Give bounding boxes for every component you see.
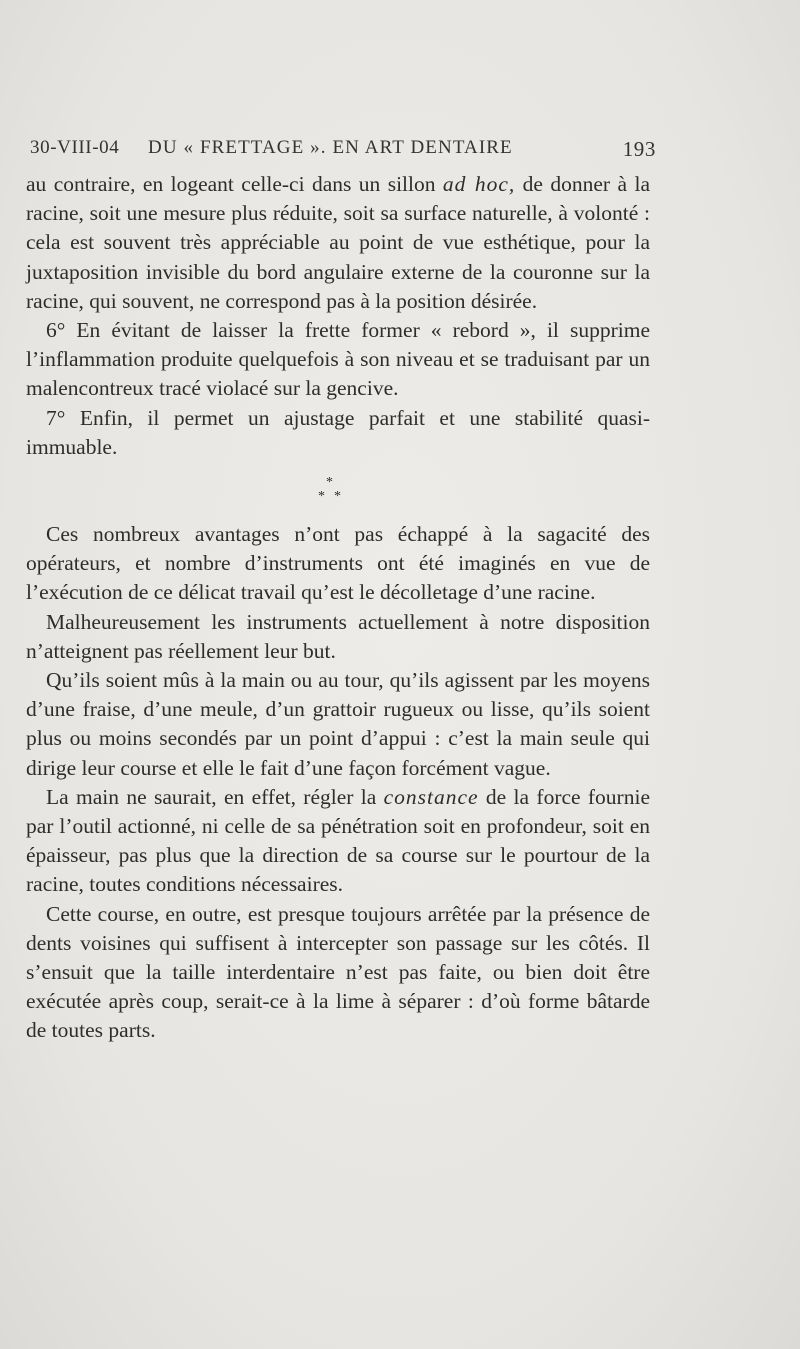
- asterism-star-right: *: [334, 489, 341, 505]
- paragraph-item-7: 7° Enfin, il permet un ajustage parfait et une stabilité quasi-immuable.: [26, 405, 650, 459]
- paragraph-item-6: 6° En évitant de laisser la frette former « rebord », il supprime l’inflammation produite quelquefois à son niveau et se traduisant par un malencontreux tracé violacé sur la gencive.: [26, 318, 650, 401]
- paragraph-1-text-a: au contraire, en logeant celle-ci dans un sillon: [26, 172, 443, 196]
- header-date: 30-VIII-04: [30, 137, 120, 158]
- paragraph-malheureusement: Malheureusement les instruments actuellement à notre disposition n’atteignent pas réellement leur but.: [26, 609, 650, 663]
- paragraph-avantages: Ces nombreux avantages n’ont pas échappé à la sagacité des opérateurs, et nombre d’instruments ont été imaginés en vue de l’exécution de ce délicat travail qu’est le décolletage d’une racine.: [26, 522, 650, 605]
- paragraph-1-italic: ad hoc,: [442, 172, 516, 196]
- paragraph-7-text-b: de la force fournie par l’outil actionné, ni celle de sa pénétration soit en profondeur, soit en épaisseur, pas plus que la direction de sa course sur le pourtour de la racine, toutes conditions nécessaires.: [26, 784, 650, 897]
- section-break-asterism: [26, 462, 650, 520]
- paragraph-1-text-b: de donner à la racine, soit une mesure plus réduite, soit sa surface naturelle, à volonté : cela est souvent très appréciable au point de vue esthétique, pour la juxtaposition invisible du bord angulaire externe de la couronne sur la racine, qui souvent, ne correspond pas à la position désirée.: [26, 172, 650, 313]
- paragraph-7-italic: constance: [383, 784, 479, 809]
- page-number: 193: [622, 137, 656, 161]
- body-text: [26, 170, 650, 1046]
- paragraph-7-text-a: La main ne saurait, en effet, régler la: [46, 784, 384, 809]
- paragraph-instruments: Qu’ils soient mûs à la main ou au tour, qu’ils agissent par les moyens d’une fraise, d’une meule, d’un grattoir rugueux ou lisse, qu’ils soient plus ou moins secondés par un point d’appui : c’est la main seule qui dirige leur course et elle le fait d’une façon forcément vague.: [26, 668, 650, 780]
- paragraph-course: Cette course, en outre, est presque toujours arrêtée par la présence de dents voisines qui suffisent à intercepter son passage sur les côtés. Il s’ensuit que la taille interdentaire n’est pas faite, ou bien doit être exécutée après coup, serait-ce à la lime à séparer : d’où forme bâtarde de toutes parts.: [26, 901, 650, 1043]
- header-title: DU « FRETTAGE ». EN ART DENTAIRE: [148, 137, 513, 158]
- asterism-star-top: *: [326, 475, 333, 491]
- paragraph-main: [26, 783, 650, 900]
- running-head: [30, 137, 656, 165]
- paragraph-continuation: [26, 170, 650, 316]
- asterism-star-left: *: [318, 489, 325, 505]
